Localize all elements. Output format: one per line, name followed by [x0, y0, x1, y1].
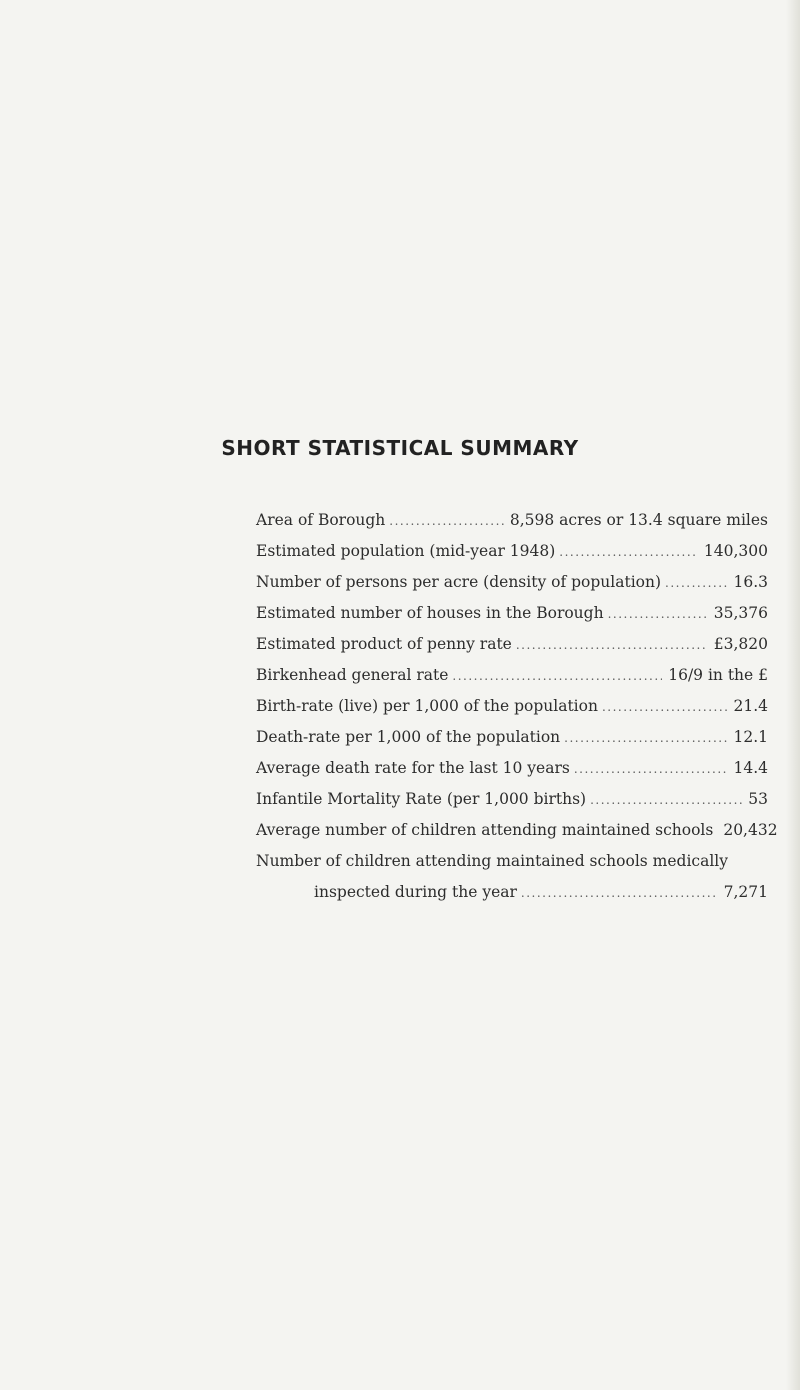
row-label: Birth-rate (live) per 1,000 of the population — [256, 697, 598, 715]
row-label: Death-rate per 1,000 of the population — [256, 728, 561, 746]
dot-leader — [452, 661, 662, 692]
summary-row-general-rate — [256, 660, 768, 691]
summary-row-population — [256, 536, 768, 567]
row-value: £3,820 — [713, 635, 768, 653]
row-label: inspected during the year — [314, 883, 517, 901]
page-edge-shadow — [786, 0, 800, 1390]
row-value: 14.4 — [733, 759, 768, 777]
row-label: Estimated number of houses in the Borough — [256, 604, 604, 622]
summary-row-houses — [256, 598, 768, 629]
row-value: 16.3 — [733, 573, 768, 591]
row-label: Average death rate for the last 10 years — [256, 759, 570, 777]
row-label: Average number of children attending maintained schools — [256, 821, 714, 839]
summary-row-average-death-rate — [256, 753, 768, 784]
row-label: Infantile Mortality Rate (per 1,000 births) — [256, 790, 587, 808]
dot-leader — [590, 785, 742, 816]
page-title: SHORT STATISTICAL SUMMARY — [221, 436, 579, 460]
row-value: 35,376 — [713, 604, 768, 622]
row-label: Number of persons per acre (density of population) — [256, 573, 662, 591]
summary-row-death-rate — [256, 722, 768, 753]
summary-row-infantile-mortality — [256, 784, 768, 815]
row-value: 140,300 — [703, 542, 768, 560]
row-label: Birkenhead general rate — [256, 666, 449, 684]
summary-list — [256, 505, 778, 908]
row-value: 12.1 — [733, 728, 768, 746]
summary-row-birth-rate — [256, 691, 768, 722]
row-label: Estimated population (mid-year 1948) — [256, 542, 556, 560]
summary-row-density — [256, 567, 768, 598]
row-label: Area of Borough — [256, 511, 386, 529]
row-value: 8,598 acres or 13.4 square miles — [509, 511, 768, 529]
row-label: Number of children attending maintained schools medically — [256, 852, 729, 870]
row-value: 16/9 in the £ — [668, 666, 768, 684]
dot-leader — [665, 568, 727, 599]
dot-leader — [574, 754, 728, 785]
dot-leader — [521, 878, 718, 909]
row-value: 21.4 — [733, 697, 768, 715]
row-label: Estimated product of penny rate — [256, 635, 512, 653]
dot-leader — [516, 630, 708, 661]
row-value: 20,432 — [723, 821, 778, 839]
summary-row-medically-inspected-line1 — [256, 846, 768, 877]
summary-row-medically-inspected-line2 — [256, 877, 768, 908]
dot-leader — [608, 599, 708, 630]
dot-leader — [559, 537, 698, 568]
summary-row-area — [256, 505, 768, 536]
dot-leader — [389, 506, 504, 537]
dot-leader — [564, 723, 727, 754]
summary-row-school-attendance — [256, 815, 778, 846]
row-value: 53 — [748, 790, 768, 808]
row-value: 7,271 — [723, 883, 768, 901]
summary-row-penny-rate — [256, 629, 768, 660]
dot-leader — [602, 692, 728, 723]
